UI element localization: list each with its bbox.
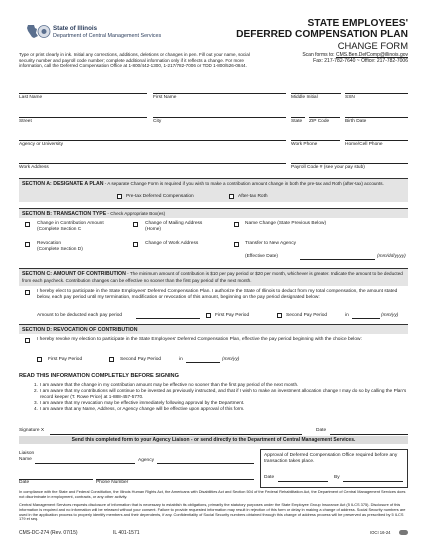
approval-date-label: Date	[264, 475, 275, 480]
signature-date-label: Date	[316, 428, 327, 433]
liaison-agency-input[interactable]	[157, 463, 254, 464]
section-b-heading	[22, 211, 405, 218]
section-b-bar	[19, 208, 408, 218]
form-instructions: Type or print clearly in ink. Initial any corrections, additions, deletions or changes in pen. Fill out your name, social security number and payroll code number; complete additional information only if it reflects a change. For more information, call the Deferred Compensation Office at 1-800/442-1300, 1-217/782-7006 or TDD 1-800/526-0844.	[19, 52, 250, 69]
street-label: Street	[19, 119, 32, 124]
d-month-year-input[interactable]	[186, 362, 220, 363]
section-b-title: SECTION B: TRANSACTION TYPE	[22, 211, 107, 217]
agency-input[interactable]	[19, 140, 286, 141]
payroll-code-input[interactable]	[291, 163, 408, 164]
liaison-date-label: Date	[19, 480, 30, 485]
revocation-sub: (Complete Section D)	[37, 247, 83, 252]
work-address-label: Work Address	[19, 165, 49, 170]
change-contribution-label: Change in Contribution Amount	[37, 221, 104, 226]
zip-input[interactable]	[309, 117, 340, 118]
acknowledgement-item: 1. I am aware that the change in my contribution amount may be effective no sooner than the first pay period of the next month.	[34, 382, 299, 387]
work-address-change-checkbox[interactable]	[133, 242, 138, 247]
section-a-bar	[19, 178, 408, 202]
section-d-bar	[19, 324, 408, 334]
liaison-label: Liaison	[19, 451, 35, 456]
mailing-address-sub: (Home)	[145, 227, 161, 232]
agency-name: State of Illinois	[53, 25, 98, 32]
scan-prefix: Scan forms to:	[302, 52, 336, 58]
c-first-pay-label: First Pay Period	[215, 313, 250, 318]
approval-by-label: By	[334, 475, 340, 480]
ioci-number: IOCI 16-24	[370, 530, 391, 535]
fax-office-line: Fax: 217-782-7640 ~ Office: 217-782-7006	[313, 58, 408, 64]
d-mmyy-label: (mm/yy)	[222, 357, 240, 362]
amount-input[interactable]	[136, 318, 200, 319]
form-number: CMS-DC-274 (Rev. 07/15)	[19, 530, 78, 536]
section-a-title: SECTION A: DESIGNATE A PLAN	[22, 181, 104, 187]
birth-date-input[interactable]	[345, 117, 408, 118]
c-month-year-input[interactable]	[352, 318, 380, 319]
street-input[interactable]	[19, 117, 147, 118]
pre-tax-checkbox[interactable]	[117, 194, 122, 199]
signature-label: Signature X	[19, 428, 45, 433]
form-title-1: STATE EMPLOYEES'	[307, 18, 408, 29]
payroll-code-label: Payroll Code # (see your pay stub)	[291, 165, 365, 170]
name-change-label: Name Change (State Previous Below)	[245, 221, 327, 226]
section-b-desc: - Check Appropriate Box(es)	[106, 211, 166, 216]
section-d-title: SECTION D: REVOCATION OF CONTRIBUTION	[22, 327, 138, 333]
approval-date-input[interactable]	[278, 481, 328, 482]
middle-initial-input[interactable]	[291, 93, 341, 94]
name-change-checkbox[interactable]	[234, 222, 239, 227]
work-phone-input[interactable]	[291, 140, 340, 141]
d-in-label: in	[179, 357, 183, 362]
work-address-input[interactable]	[19, 163, 286, 164]
liaison-name-label: Name	[19, 457, 32, 462]
roth-checkbox[interactable]	[229, 194, 234, 199]
read-heading: READ THIS INFORMATION COMPLETELY BEFORE SIGNING	[19, 373, 179, 379]
mailing-address-checkbox[interactable]	[133, 222, 138, 227]
date-format-label: (mm/dd/yyyy)	[377, 254, 406, 259]
last-name-label: Last Name	[19, 95, 43, 100]
revocation-checkbox[interactable]	[25, 242, 30, 247]
form-title-2: DEFERRED COMPENSATION PLAN	[236, 29, 408, 40]
acknowledgement-item: 4. I am aware that any Name, Address, or Agency change will be effective upon approval of this form.	[34, 405, 245, 411]
birth-date-label: Birth Date	[345, 119, 367, 124]
footer-disclosure: Central Management Services requests disclosure of information that is necessary to establish its obligations, primarily the statutory purposes under the State Employee Group Insurance Act (5 ILCS 375). Disclosure of this information is required and no information will be released without your consent. Failure to provide requested information may result in rejection of this form or delay in making a change of address. Social Security numbers are used in the application process to properly identify members and their dependents, if any. Confidentiality of Social Security numbers obtained through this change of address process will be preserved as prescribed by 5 ILCS 179 et seq.	[19, 502, 406, 522]
signature-input[interactable]	[50, 434, 302, 435]
c-first-pay-checkbox[interactable]	[206, 313, 211, 318]
amount-label: Amount to be deducted each pay period	[37, 313, 123, 318]
liaison-phone-label: Phone Number	[96, 480, 129, 485]
roth-label: After-tax Roth	[238, 194, 268, 199]
first-name-label: First Name	[153, 95, 177, 100]
state-label: State	[291, 119, 303, 124]
acknowledgement-item: 2. I am aware that my contributions will continue to be invested as previously instructed, and that if I wish to make an investment allocation change I may do so by calling the Plan's record keeper (T. Rowe Price) at 1-888-457-5770.	[34, 387, 407, 399]
union-bug-icon	[399, 530, 408, 535]
approval-text: Approval of Deferred Compensation Office required before any transaction takes place.	[264, 453, 398, 464]
middle-initial-label: Middle Initial	[291, 95, 318, 100]
last-name-input[interactable]	[19, 93, 147, 94]
liaison-date-input[interactable]	[19, 479, 93, 480]
department-name: Department of Central Management Services	[53, 33, 162, 39]
acknowledgement-list	[34, 382, 408, 412]
section-a-desc: - A separate Change Form is required if you wish to make a contribution amount change in both the pre-tax and Roth (after-tax) accounts.	[103, 181, 384, 186]
revocation-label: Revocation	[37, 241, 61, 246]
effective-date-label: (Effective Date)	[245, 254, 278, 259]
change-contribution-checkbox[interactable]	[25, 222, 30, 227]
home-cell-label: Home/Cell Phone	[345, 142, 383, 147]
transfer-agency-label: Transfer to New Agency	[245, 241, 297, 246]
c-second-pay-checkbox[interactable]	[277, 313, 282, 318]
form-title-3: CHANGE FORM	[337, 40, 408, 51]
ssn-label: SSN	[345, 95, 355, 100]
d-second-pay-checkbox[interactable]	[109, 357, 114, 362]
section-c-title: SECTION C: AMOUNT OF CONTRIBUTION	[22, 271, 126, 277]
work-address-change-label: Change of Work Address	[145, 241, 199, 246]
elect-participate-checkbox[interactable]	[25, 290, 30, 295]
section-a-heading	[22, 181, 405, 188]
c-in-label: in	[345, 313, 349, 318]
first-name-input[interactable]	[153, 93, 286, 94]
change-contribution-sub: (Complete Section C	[37, 227, 82, 232]
approval-box	[260, 449, 408, 488]
city-label: City	[153, 119, 162, 124]
acknowledgement-item: 3. I am aware that my revocation may be effective immediately following approval by the Department.	[34, 399, 245, 405]
approval-by-input[interactable]	[343, 481, 403, 482]
city-input[interactable]	[153, 117, 286, 118]
pre-tax-label: Pre-tax Deferred Compensation	[126, 194, 194, 199]
home-cell-input[interactable]	[345, 140, 408, 141]
revoke-text: I hereby revoke my election to participate in the State Employees' Deferred Compensation Plan, effective the pay period beginning with the choice below:	[37, 337, 362, 342]
liaison-agency-label: Agency	[138, 458, 154, 463]
work-phone-label: Work Phone	[291, 142, 318, 147]
revoke-checkbox[interactable]	[25, 338, 30, 343]
ssn-input[interactable]	[345, 93, 408, 94]
state-seal-logo	[25, 24, 51, 39]
footer-nondiscrimination: In compliance with the State and Federal Constitution, the Illinois Human Rights Act, the Americans with Disabilities Act and Section 504 of the Federal Rehabilitation Act, the Department of Central Management Services does not discriminate in employment, contracts, or any other activity.	[19, 489, 406, 499]
d-first-pay-label: First Pay Period	[48, 357, 83, 362]
d-second-pay-label: Second Pay Period	[120, 357, 162, 362]
d-first-pay-checkbox[interactable]	[37, 357, 42, 362]
scan-email-link[interactable]: CMS.Ben.DefComp@illinois.gov	[335, 52, 408, 58]
state-input[interactable]	[291, 117, 305, 118]
section-d-heading	[22, 327, 405, 334]
section-c-desc: - The minimum amount of contribution is $10 per pay period or $20 per month, whichever is greater. Indicate the amount to be deducted from each paycheck. Contribution changes can be effective no sooner than the first pay period of the next month.	[22, 271, 403, 283]
signature-date-input[interactable]	[330, 434, 408, 435]
c-second-pay-label: Second Pay Period	[286, 313, 328, 318]
zip-label: ZIP Code	[309, 119, 330, 124]
agency-label: Agency or University	[19, 142, 63, 147]
mailing-address-label: Change of Mailing Address	[145, 221, 203, 226]
section-c-heading	[22, 271, 405, 283]
elect-participate-text: I hereby elect to participate in the State Employees' Deferred Compensation Plan. I authorize the State of Illinois to deduct from my total compensation, the amount stated below, each pay period until my termination, modification or revocation of this amount, beginning on the pay period designated below:	[37, 289, 398, 300]
illinois-logo-icon	[25, 24, 51, 39]
transfer-agency-checkbox[interactable]	[234, 242, 239, 247]
section-c-bar	[19, 268, 408, 286]
send-to-bar: Send this completed form to your Agency Liaison - or send directly to the Department of Central Management Services.	[19, 436, 408, 444]
c-mmyy-label: (mm/yy)	[381, 313, 399, 318]
liaison-name-input[interactable]	[35, 463, 135, 464]
transfer-effective-date-input[interactable]	[300, 259, 375, 260]
il-number: IL 401-1571	[113, 530, 140, 536]
